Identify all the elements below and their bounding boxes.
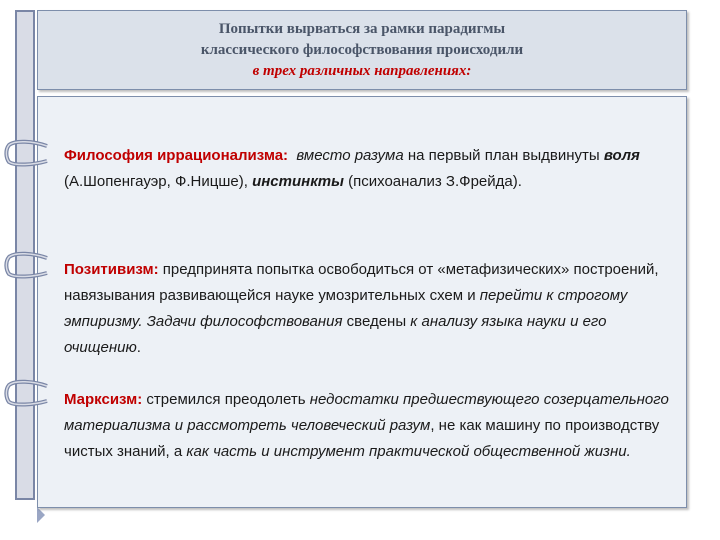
term-positivism: Позитивизм: bbox=[64, 261, 159, 278]
binder-ring-icon bbox=[3, 378, 51, 408]
section-positivism: Позитивизм: предпринята попытка освободиться от «метафизических» построений, навязывания развивающейся науке умозрительных схем и перейти к строгому эмпиризму. Задачи философствования сведены к анализу языка науки и его очищению. bbox=[64, 261, 659, 356]
bar-arrow-tip bbox=[37, 507, 45, 523]
binder-ring-icon bbox=[3, 138, 51, 168]
term-marxism: Марксизм: bbox=[64, 391, 143, 408]
slide-title-box bbox=[37, 10, 687, 90]
title-line-2: классического философствования происходили bbox=[200, 42, 524, 58]
content-box bbox=[37, 96, 687, 508]
binder-ring-icon bbox=[3, 250, 51, 280]
title-line-3: в трех различных направлениях: bbox=[252, 63, 472, 79]
section-irrationalism: Философия иррационализма: вместо разума на первый план выдвинуты воля (А.Шопенгауэр, Ф.Ницше), инстинкты (психоанализ З.Фрейда). bbox=[64, 147, 640, 190]
term-irrationalism: Философия иррационализма: bbox=[64, 147, 289, 164]
section-marxism: Марксизм: стремился преодолеть недостатки предшествующего созерцательного материализма и рассмотреть человеческий разум, не как машину по производству чистых знаний, а как часть и инструмент практической общественной жизни. bbox=[64, 391, 669, 460]
title-line-1: Попытки вырваться за рамки парадигмы bbox=[218, 21, 506, 37]
